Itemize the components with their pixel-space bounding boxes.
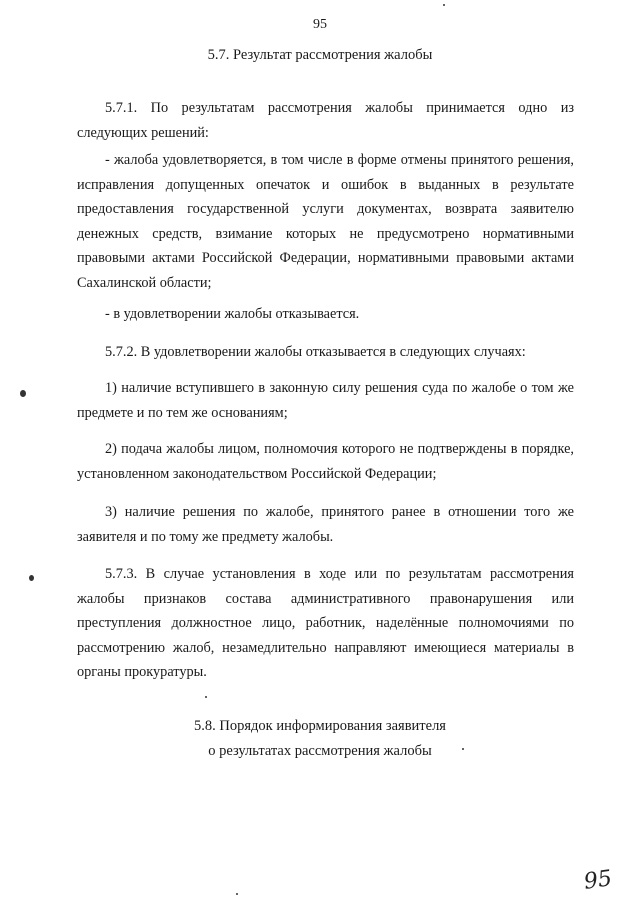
scan-speck [236, 893, 238, 895]
scan-speck [29, 575, 34, 581]
paragraph-case-3: 3) наличие решения по жалобе, принятого ранее в отношении того же заявителя и по тому же предмету жалобы. [77, 504, 574, 545]
subsection-title-line-2: о результатах рассмотрения жалобы [208, 743, 432, 759]
handwritten-page-number: 95 [582, 866, 614, 895]
paragraph-5-7-3: 5.7.3. В случае установления в ходе или по результатам рассмотрения жалобы признаков состава административного правонарушения или преступления должностное лицо, работник, наделённые полномочиями по рассмотрению жалоб, незамедлительно направляют имеющиеся материалы в органы прокуратуры. [77, 566, 574, 680]
scan-speck [205, 696, 207, 698]
scan-speck [443, 4, 445, 6]
page-number: 95 [313, 17, 327, 32]
paragraph-case-1: 1) наличие вступившего в законную силу решения суда по жалобе о том же предмете и по тем же основаниям; [77, 380, 574, 421]
paragraph-5-7-1: 5.7.1. По результатам рассмотрения жалобы принимается одно из следующих решений: [77, 100, 574, 141]
subsection-title-line-1: 5.8. Порядок информирования заявителя [194, 718, 446, 734]
section-title: 5.7. Результат рассмотрения жалобы [207, 47, 433, 63]
scan-speck [20, 390, 26, 397]
paragraph-decision-refused: - в удовлетворении жалобы отказывается. [105, 306, 360, 322]
scan-speck [462, 748, 464, 750]
paragraph-5-7-2: 5.7.2. В удовлетворении жалобы отказывается в следующих случаях: [105, 344, 526, 360]
paragraph-decision-satisfied: - жалоба удовлетворяется, в том числе в форме отмены принятого решения, исправления допущенных опечаток и ошибок в выданных в результате предоставления государственной услуги документах, возврата заявителю денежных средств, взимание которых не предусмотрено нормативными правовыми актами Российской Федерации, нормативными правовыми актами Сахалинской области; [77, 152, 574, 291]
paragraph-case-2: 2) подача жалобы лицом, полномочия которого не подтверждены в порядке, установленном законодательством Российской Федерации; [77, 441, 574, 482]
